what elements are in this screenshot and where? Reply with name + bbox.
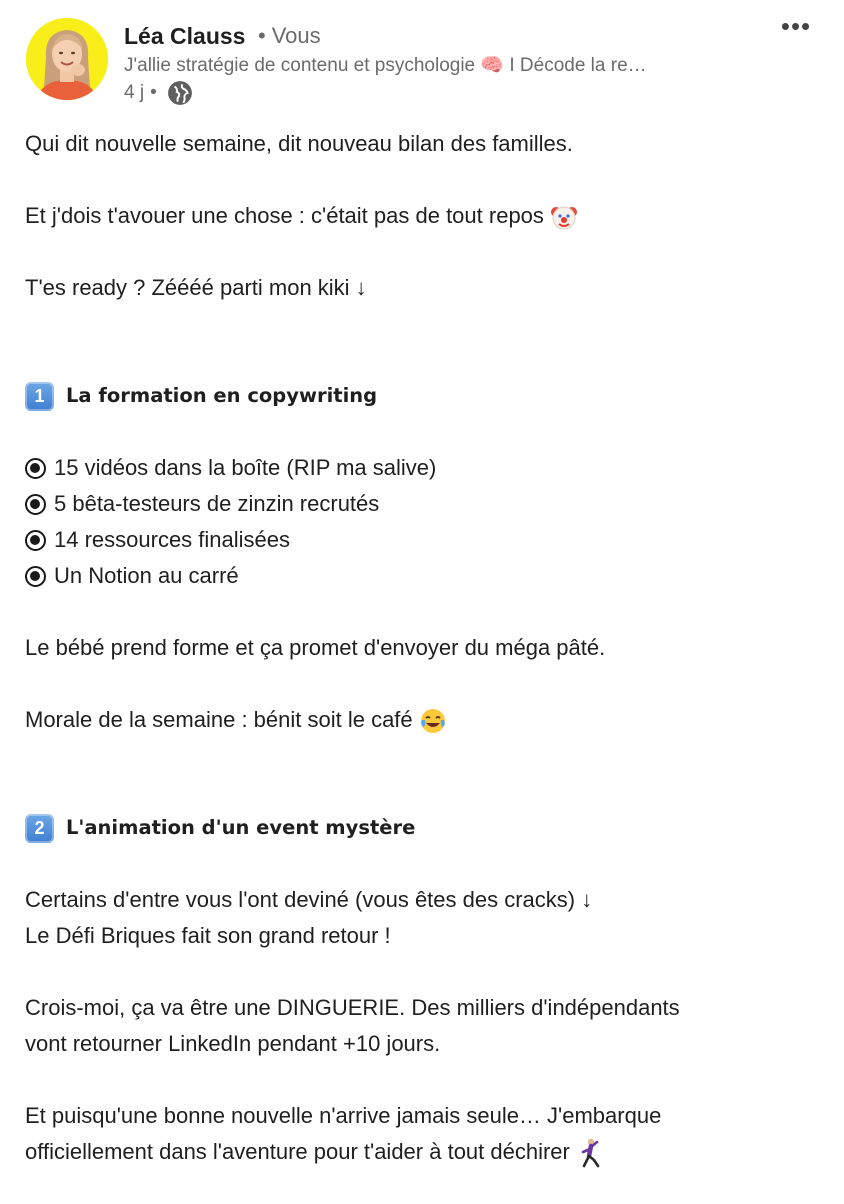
list-item: Un Notion au carré xyxy=(25,558,825,594)
author-relation xyxy=(258,22,321,50)
section-1-paragraph-2: Morale de la semaine : bénit soit le café xyxy=(25,702,825,738)
section-2-paragraph-1b: Le Défi Briques fait son grand retour ! xyxy=(25,923,391,948)
list-item: 14 ressources finalisées xyxy=(25,522,825,558)
relation-label: Vous xyxy=(271,23,321,48)
section-1-paragraph-1: Le bébé prend forme et ça promet d'envoyer du méga pâté. xyxy=(25,635,606,660)
time-separator: • xyxy=(150,82,157,103)
section-2-paragraph-3a: Et puisqu'une bonne nouvelle n'arrive jamais seule… J'embarque xyxy=(25,1103,662,1128)
list-item: 5 bêta-testeurs de zinzin recrutés xyxy=(25,486,825,522)
avatar[interactable] xyxy=(26,18,108,100)
post-body xyxy=(25,126,825,1170)
section-2-paragraph-2a: Crois-moi, ça va être une DINGUERIE. Des milliers d'indépendants xyxy=(25,995,680,1020)
bullet-icon xyxy=(25,566,46,587)
section-2-paragraph-3b: officiellement dans l'aventure pour t'aider à tout déchirer xyxy=(25,1134,825,1170)
author-name[interactable]: Léa Clauss xyxy=(124,23,246,49)
intro-line-3: T'es ready ? Zéééé parti mon kiki ↓ xyxy=(25,275,367,300)
clown-face-icon xyxy=(550,203,578,231)
bullet-icon xyxy=(25,494,46,515)
section-1-heading xyxy=(25,378,825,414)
post-time: 4 j xyxy=(124,82,145,103)
more-options-button[interactable]: ••• xyxy=(780,11,812,41)
intro-line-1: Qui dit nouvelle semaine, dit nouveau bilan des familles. xyxy=(25,131,573,156)
post-time-row xyxy=(124,80,193,106)
section-1-title: La formation en copywriting xyxy=(66,384,378,407)
tears-of-joy-icon xyxy=(419,707,447,735)
bullet-icon xyxy=(25,458,46,479)
keycap-2-icon: 2 xyxy=(25,814,54,843)
meta-separator: • xyxy=(258,23,266,48)
keycap-1-icon: 1 xyxy=(25,382,54,411)
author-headline[interactable]: J'allie stratégie de contenu et psychologie 🧠 I Décode la re… xyxy=(124,55,647,76)
list-item: 15 vidéos dans la boîte (RIP ma salive) xyxy=(25,450,825,486)
dancing-man-icon xyxy=(576,1138,604,1168)
intro-line-2: Et j'dois t'avouer une chose : c'était pas de tout repos xyxy=(25,198,825,234)
section-2-heading xyxy=(25,810,825,846)
globe-icon xyxy=(167,80,193,106)
section-2-paragraph-2b: vont retourner LinkedIn pendant +10 jours. xyxy=(25,1031,441,1056)
section-2-paragraph-1a: Certains d'entre vous l'ont deviné (vous êtes des cracks) ↓ xyxy=(25,887,593,912)
section-2-title: L'animation d'un event mystère xyxy=(66,816,416,839)
bullet-icon xyxy=(25,530,46,551)
